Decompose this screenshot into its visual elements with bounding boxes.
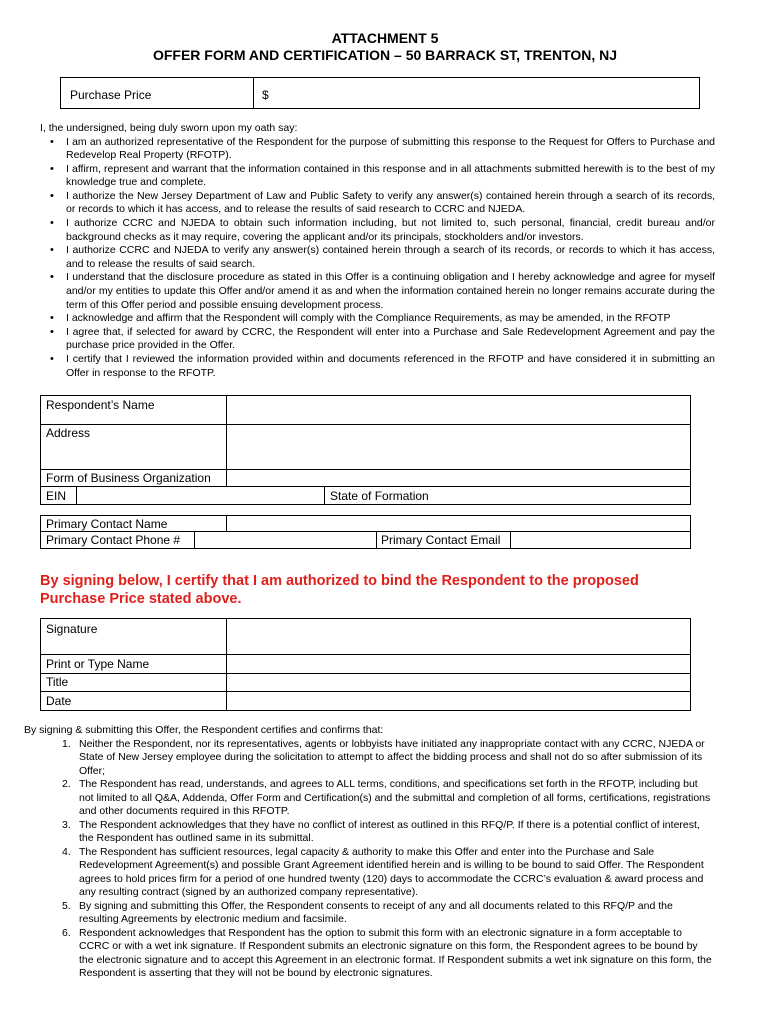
terms-item-number: 5.	[62, 899, 71, 912]
respondent-name-field[interactable]	[228, 396, 688, 423]
title-field[interactable]	[228, 674, 688, 690]
address-label: Address	[46, 426, 91, 440]
primary-contact-email-label: Primary Contact Email	[381, 533, 501, 547]
signing-authority-notice: By signing below, I certify that I am authorized to bind the Respondent to the proposed Purchase Price stated above.	[40, 573, 639, 607]
terms-section	[24, 724, 714, 981]
terms-intro: By signing & submitting this Offer, the Respondent certifies and confirms that:	[24, 724, 384, 736]
signature-table	[40, 618, 691, 711]
certification-section	[40, 122, 715, 380]
certification-item: • I am an authorized representative of the Respondent for the purpose of submitting this response to the Request for Offers to Purchase and Redevelop Real Property (RFOTP).	[40, 136, 715, 163]
respondent-name-label: Respondent’s Name	[46, 398, 155, 412]
ein-label: EIN	[46, 489, 67, 503]
terms-item-text: The Respondent has sufficient resources, legal capacity & authority to make this Offer and enter into the Purchase and Sale Redevelopment Agreement(s) and possible Grant Agreement identified herein and is willing to be bound to said Offer. The Respondent agrees to hold prices firm for a period of one hundred twenty (120) days to accommodate the CCRC’s evaluation & award process and any resulting contract (signed by an authorized company representative).	[79, 845, 704, 898]
business-organization-label: Form of Business Organization	[46, 471, 211, 485]
terms-item-number: 2.	[62, 778, 71, 790]
terms-item	[24, 846, 714, 900]
purchase-price-label: Purchase Price	[70, 88, 152, 102]
terms-item	[24, 927, 714, 981]
terms-item	[24, 738, 714, 779]
page-subtitle: OFFER FORM AND CERTIFICATION – 50 BARRACK ST, TRENTON, NJ	[152, 47, 618, 63]
terms-item	[24, 900, 714, 927]
primary-contact-phone-field[interactable]	[196, 532, 374, 547]
signature-label: Signature	[46, 622, 98, 636]
certification-item: • I certify that I reviewed the information provided within and documents referenced in the RFOTP and have considered it in submitting an Offer in response to the RFOTP.	[40, 353, 715, 380]
primary-contact-email-field[interactable]	[512, 532, 688, 547]
primary-contact-phone-label: Primary Contact Phone #	[46, 533, 181, 547]
terms-item-number: 1.	[62, 737, 71, 750]
certification-item: • I understand that the disclosure procedure as stated in this Offer is a continuing obligation and I hereby acknowledge and agree for myself and/or my entities to update this Offer and/or amend it as and when the information contained herein no longer remains accurate during the term of this Offer period and possible ensuing development process.	[40, 271, 715, 312]
terms-item-number: 3.	[62, 818, 71, 831]
business-organization-field[interactable]	[228, 470, 688, 485]
terms-item-text: The Respondent acknowledges that they have no conflict of interest as outlined in this RFQ/P. If there is a potential conflict of interest, the Respondent has outlined same in its submittal.	[79, 818, 700, 844]
terms-item	[24, 778, 714, 819]
certification-item: • I authorize CCRC and NJEDA to obtain such information including, but not limited to, such personal, financial, credit bureau and/or background checks as it may require, covering the applicant and/or its principals, stockholders and/or investors.	[40, 217, 715, 244]
terms-item-number: 4.	[62, 845, 71, 858]
terms-item	[24, 819, 714, 846]
certification-item: • I authorize the New Jersey Department of Law and Public Safety to verify any answer(s) contained herein through a search of its records, or records to which it has access, and to release the results of said research to CCRC and NJEDA.	[40, 190, 715, 217]
ein-field[interactable]	[78, 487, 322, 503]
signature-field[interactable]	[228, 619, 688, 653]
certification-item: • I acknowledge and affirm that the Respondent will comply with the Compliance Requirements, as may be amended, in the RFOTP	[40, 312, 715, 326]
primary-contact-name-label: Primary Contact Name	[46, 517, 168, 531]
certification-intro: I, the undersigned, being duly sworn upon my oath say:	[40, 122, 298, 134]
print-name-label: Print or Type Name	[46, 657, 150, 671]
terms-item-text: The Respondent has read, understands, and agrees to ALL terms, conditions, and specifications set forth in the RFOTP, including but not limited to all Q&A, Addenda, Offer Form and Certification(s) and the submittal and completion of all forms, certifications, registrations and other documents required in this RFOTP.	[79, 778, 711, 817]
terms-item-number: 6.	[62, 926, 71, 939]
certification-item: • I agree that, if selected for award by CCRC, the Respondent will enter into a Purchase and Sale Redevelopment Agreement and pay the purchase price provided in the Offer.	[40, 326, 715, 353]
title-label: Title	[46, 675, 69, 689]
certification-item: • I affirm, represent and warrant that the information contained in this response and in all attachments submitted herewith is to the best of my knowledge true and complete.	[40, 163, 715, 190]
print-name-field[interactable]	[228, 655, 688, 672]
state-of-formation-field[interactable]	[440, 487, 688, 503]
respondent-table	[40, 395, 691, 549]
purchase-price-table	[60, 77, 700, 109]
certification-item: • I authorize CCRC and NJEDA to verify any answer(s) contained herein through a search of its records, or records to which it has access, and to release the results of said search.	[40, 244, 715, 271]
terms-item-text: Respondent acknowledges that Respondent has the option to submit this form with an electronic signature in a form acceptable to CCRC or with a wet ink signature. If Respondent submits an electronic signature on this form, the Respondent agrees to be bound by the electronic signature and to accept this Agreement in an electronic format. If Respondent submits a wet ink signature on this form, the Respondent is asserting that they will not be bound by electronic signatures.	[79, 926, 712, 979]
purchase-price-field[interactable]: $	[262, 88, 269, 102]
state-of-formation-label: State of Formation	[330, 489, 429, 503]
address-field[interactable]	[228, 425, 688, 468]
page-title: ATTACHMENT 5	[331, 30, 439, 46]
terms-item-text: By signing and submitting this Offer, the Respondent consents to receipt of any and all documents related to this RFQ/P and the resulting Agreements by electronic medium and facsimile.	[79, 899, 673, 925]
date-label: Date	[46, 694, 72, 708]
date-field[interactable]	[228, 692, 688, 709]
primary-contact-name-field[interactable]	[228, 516, 688, 530]
terms-item-text: Neither the Respondent, nor its representatives, agents or lobbyists have initiated any inappropriate contact with any CCRC, NJEDA or State of New Jersey employee during the solicitation to attempt to affect the bidding process and shall not do so after submission of its Offer;	[79, 737, 705, 777]
